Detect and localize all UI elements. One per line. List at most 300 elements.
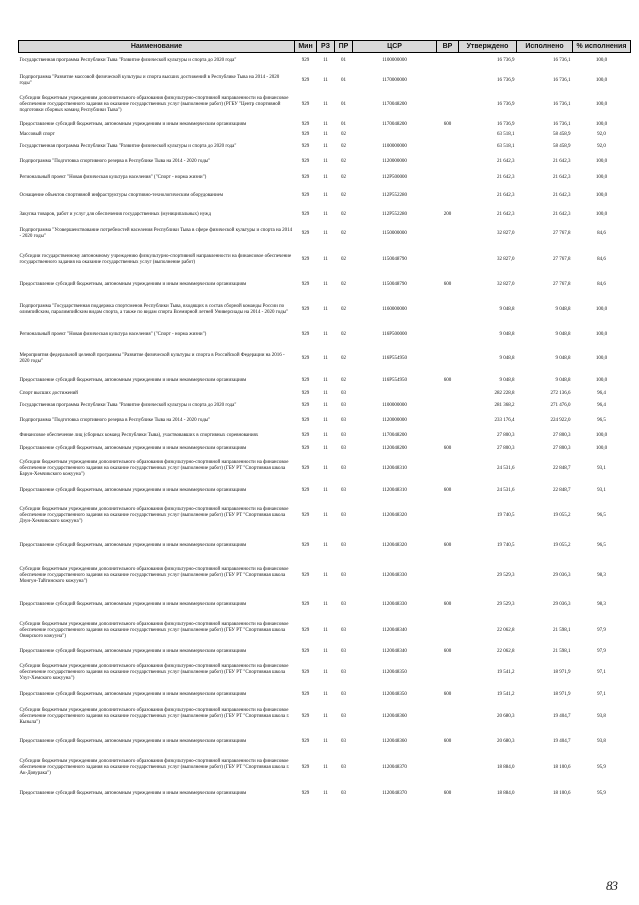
cell-percent: 93,1 xyxy=(597,487,606,493)
table-row xyxy=(19,687,631,703)
cell-min: 929 xyxy=(301,764,310,770)
cell-vr xyxy=(437,389,459,399)
cell-approved: 29 529,3 xyxy=(497,601,515,607)
cell-rz: 11 xyxy=(323,121,328,127)
cell-rz: 11 xyxy=(323,432,328,438)
cell-pr: 03 xyxy=(341,432,346,438)
cell-name: Предоставление субсидий бюджетным, автономным учреждениям и иным некоммерческим организациям xyxy=(19,121,247,127)
cell-name: Предоставление субсидий бюджетным, автономным учреждениям и иным некоммерческим организациям xyxy=(19,738,247,744)
cell-executed: 271 476,0 xyxy=(550,402,571,408)
cell-executed: 16 736,1 xyxy=(553,58,571,64)
cell-min: 929 xyxy=(301,669,310,675)
cell-csr: 116P554950 xyxy=(381,377,408,383)
cell-rz: 11 xyxy=(323,390,328,396)
cell-min: 929 xyxy=(301,192,310,198)
table-row xyxy=(19,223,631,245)
cell-rz: 11 xyxy=(323,738,328,744)
cell-approved: 63 518,1 xyxy=(497,143,515,149)
cell-name: Мероприятия федеральной целевой программы "Развитие физической культуры и спорта в Российской Федерации на 2016 - 2020 годы" xyxy=(19,352,285,364)
cell-vr xyxy=(437,53,459,70)
cell-executed: 21 598,1 xyxy=(553,648,571,654)
cell-percent: 100,0 xyxy=(595,174,608,180)
cell-name: Государственная программа Республики Тыва "Развитие физической культуры и спорта до 2020 года" xyxy=(19,143,237,149)
cell-percent: 96,4 xyxy=(597,390,606,396)
cell-min: 929 xyxy=(301,542,310,548)
table-row xyxy=(19,443,631,455)
cell-percent: 93,1 xyxy=(597,465,606,471)
cell-vr xyxy=(437,499,459,533)
cell-percent: 100,0 xyxy=(595,211,608,217)
cell-percent: 100,0 xyxy=(595,306,608,312)
cell-percent: 100,0 xyxy=(595,355,608,361)
cell-pr: 01 xyxy=(341,121,346,127)
cell-pr: 03 xyxy=(341,790,346,796)
cell-executed: 21 598,1 xyxy=(553,627,571,633)
table-row xyxy=(19,325,631,345)
table-row xyxy=(19,617,631,645)
cell-pr: 01 xyxy=(341,102,346,107)
cell-percent: 95,9 xyxy=(597,764,606,770)
cell-min: 929 xyxy=(301,572,310,578)
cell-min: 929 xyxy=(301,691,310,697)
cell-csr xyxy=(353,389,437,399)
header-vr: ВР xyxy=(437,41,459,53)
cell-rz: 11 xyxy=(323,691,328,697)
cell-vr: 600 xyxy=(443,377,452,383)
cell-name: Субсидии бюджетным учреждениям дополнительного образования физкультурно-спортивной направленности на финансовое обеспечение государственного задания на оказание государственных услуг (выполнение работ) (РГБУ "Центр спортивной подготовки сборных команд Республики Тыва") xyxy=(19,96,289,113)
cell-vr: 600 xyxy=(443,601,452,607)
cell-vr: 200 xyxy=(443,211,452,217)
cell-percent: 98,3 xyxy=(597,572,606,578)
cell-executed: 21 642,3 xyxy=(553,174,571,180)
cell-csr: 1150048790 xyxy=(382,281,407,287)
budget-execution-table xyxy=(18,40,631,805)
cell-pr: 02 xyxy=(341,230,346,236)
cell-min: 929 xyxy=(301,790,310,796)
cell-csr: 1170048200 xyxy=(382,121,407,127)
cell-csr: 112P552280 xyxy=(381,211,408,217)
cell-csr: 1120048360 xyxy=(382,738,407,744)
cell-percent: 96,5 xyxy=(597,417,606,423)
cell-csr: 1120000000 xyxy=(382,417,407,423)
cell-percent: 97,9 xyxy=(597,648,606,654)
cell-csr: 1120048370 xyxy=(382,790,407,796)
cell-pr: 03 xyxy=(341,487,346,493)
cell-approved: 21 642,3 xyxy=(497,211,515,217)
cell-approved: 20 680,3 xyxy=(497,738,515,744)
cell-min: 929 xyxy=(301,512,310,518)
cell-name: Предоставление субсидий бюджетным, автономным учреждениям и иным некоммерческим организациям xyxy=(19,542,247,548)
cell-vr xyxy=(437,703,459,731)
cell-vr: 600 xyxy=(443,790,452,796)
cell-name: Предоставление субсидий бюджетным, автономным учреждениям и иным некоммерческим организациям xyxy=(19,601,247,607)
cell-approved: 21 642,3 xyxy=(497,174,515,180)
cell-rz: 11 xyxy=(323,417,328,423)
cell-approved: 32 827,0 xyxy=(497,281,515,287)
cell-pr: 03 xyxy=(341,445,346,451)
cell-approved: 19 740,5 xyxy=(497,512,515,518)
cell-approved: 16 736,9 xyxy=(497,102,515,107)
table-row xyxy=(19,645,631,659)
cell-executed: 27 800,3 xyxy=(553,445,571,451)
cell-pr: 02 xyxy=(341,355,346,361)
cell-vr: 600 xyxy=(443,281,452,287)
cell-vr: 600 xyxy=(443,648,452,654)
cell-min: 929 xyxy=(301,738,310,744)
cell-executed: 58 458,9 xyxy=(553,143,571,149)
cell-vr: 600 xyxy=(443,691,452,697)
cell-pr: 02 xyxy=(341,174,346,180)
header-rz: РЗ xyxy=(317,41,335,53)
cell-min: 929 xyxy=(301,465,310,471)
cell-executed: 21 642,3 xyxy=(553,192,571,198)
cell-pr: 03 xyxy=(341,669,346,675)
cell-approved: 9 048,8 xyxy=(499,355,515,361)
cell-vr xyxy=(437,429,459,443)
cell-executed: 27 800,3 xyxy=(553,432,571,438)
cell-name: Подпрограмма "Государственная поддержка спортсменов Республики Тыва, входящих в состав сборной команды России по олимпийским, паралимпийским видам спорта, а также по видам спорта Всемирной летней Универсиады на 2014 - 2020 годы" xyxy=(19,303,289,315)
cell-name: Массовый спорт xyxy=(19,132,55,137)
cell-min: 929 xyxy=(301,402,310,408)
cell-percent: 100,0 xyxy=(595,77,608,83)
cell-executed: 16 736,1 xyxy=(553,121,571,127)
cell-percent: 96,4 xyxy=(597,402,606,408)
cell-approved: 27 800,3 xyxy=(497,432,515,438)
cell-csr: 1170000000 xyxy=(382,77,407,83)
cell-rz: 11 xyxy=(323,159,328,164)
cell-percent: 92,0 xyxy=(597,143,606,149)
cell-name: Региональный проект "Новая физическая культура населения" ("Спорт - норма жизни") xyxy=(19,174,207,180)
table-row xyxy=(19,373,631,389)
cell-csr: 1120048200 xyxy=(382,445,407,451)
table-row xyxy=(19,345,631,373)
cell-rz: 11 xyxy=(323,601,328,607)
cell-vr xyxy=(437,185,459,207)
table-row xyxy=(19,413,631,429)
cell-vr xyxy=(437,559,459,593)
cell-csr: 1120048330 xyxy=(382,601,407,607)
cell-name: Финансовое обеспечение лиц (сборных команд Республики Тыва), участвовавших в спортивных соревнованиях xyxy=(19,432,259,438)
header-percent: % исполнения xyxy=(573,41,631,53)
cell-rz: 11 xyxy=(323,211,328,217)
cell-csr xyxy=(353,131,437,140)
cell-vr xyxy=(437,455,459,483)
cell-min: 929 xyxy=(301,77,310,83)
table-row xyxy=(19,483,631,499)
cell-min: 929 xyxy=(301,159,310,164)
cell-approved: 21 642,3 xyxy=(497,159,515,164)
cell-percent: 100,0 xyxy=(595,159,608,164)
cell-percent: 100,0 xyxy=(595,192,608,198)
table-row xyxy=(19,533,631,559)
cell-rz: 11 xyxy=(323,790,328,796)
table-row xyxy=(19,659,631,687)
cell-min: 929 xyxy=(301,102,310,107)
cell-rz: 11 xyxy=(323,102,328,107)
cell-name: Государственная программа Республики Тыва "Развитие физической культуры и спорта до 2020 года" xyxy=(19,58,237,64)
table-row xyxy=(19,783,631,805)
cell-executed: 29 036,3 xyxy=(553,601,571,607)
cell-vr xyxy=(437,140,459,154)
cell-csr: 1120048310 xyxy=(382,465,407,471)
cell-pr: 03 xyxy=(341,512,346,518)
cell-approved: 18 884,0 xyxy=(497,790,515,796)
cell-executed: 19 404,7 xyxy=(553,713,571,719)
cell-pr: 03 xyxy=(341,601,346,607)
cell-executed: 58 458,9 xyxy=(553,132,571,137)
cell-rz: 11 xyxy=(323,377,328,383)
table-row xyxy=(19,275,631,295)
cell-executed: 29 036,3 xyxy=(553,572,571,578)
cell-rz: 11 xyxy=(323,77,328,83)
cell-name: Спорт высших достижений xyxy=(19,390,78,396)
table-row xyxy=(19,731,631,753)
cell-min: 929 xyxy=(301,445,310,451)
cell-rz: 11 xyxy=(323,445,328,451)
cell-approved: 9 048,8 xyxy=(499,331,515,337)
cell-vr xyxy=(437,753,459,783)
table-row xyxy=(19,92,631,119)
cell-executed: 21 642,3 xyxy=(553,211,571,217)
cell-pr: 02 xyxy=(341,211,346,217)
cell-min: 929 xyxy=(301,417,310,423)
cell-vr xyxy=(437,659,459,687)
cell-rz: 11 xyxy=(323,572,328,578)
cell-name: Предоставление субсидий бюджетным, автономным учреждениям и иным некоммерческим организациям xyxy=(19,487,247,493)
cell-csr: 1120048340 xyxy=(382,627,407,633)
table-row xyxy=(19,131,631,140)
cell-csr: 112P500000 xyxy=(381,174,408,180)
cell-percent: 100,0 xyxy=(595,432,608,438)
cell-rz: 11 xyxy=(323,355,328,361)
cell-csr: 112P552280 xyxy=(381,192,408,198)
cell-pr: 02 xyxy=(341,331,346,337)
cell-executed: 18 971,9 xyxy=(553,669,571,675)
cell-approved: 233 176,4 xyxy=(494,417,515,423)
cell-rz: 11 xyxy=(323,230,328,236)
cell-approved: 21 642,3 xyxy=(497,192,515,198)
cell-vr xyxy=(437,154,459,171)
cell-percent: 100,0 xyxy=(595,58,608,64)
cell-executed: 9 048,8 xyxy=(555,306,571,312)
cell-percent: 97,9 xyxy=(597,627,606,633)
cell-approved: 16 736,9 xyxy=(497,77,515,83)
cell-vr xyxy=(437,295,459,325)
cell-name: Региональный проект "Новая физическая культура населения" ("Спорт - норма жизни") xyxy=(19,331,207,337)
cell-min: 929 xyxy=(301,230,310,236)
cell-name: Подпрограмма "Подготовка спортивного резерва в Республике Тыва на 2014 - 2020 годы" xyxy=(19,159,211,164)
cell-vr xyxy=(437,70,459,92)
cell-rz: 11 xyxy=(323,306,328,312)
cell-csr: 116P500000 xyxy=(381,331,408,337)
cell-min: 929 xyxy=(301,121,310,127)
cell-pr: 02 xyxy=(341,377,346,383)
cell-name: Государственная программа Республики Тыва "Развитие физической культуры и спорта до 2020 года" xyxy=(19,402,237,408)
cell-pr: 02 xyxy=(341,159,346,164)
cell-executed: 18 100,6 xyxy=(553,790,571,796)
table-row xyxy=(19,593,631,617)
cell-vr xyxy=(437,171,459,185)
cell-csr: 1120048320 xyxy=(382,542,407,548)
document-page xyxy=(18,40,630,805)
cell-name: Подпрограмма "Усовершенствование потребностей населения Республики Тыва в сфере физической культуры и спорта на 2014 - 2020 годы" xyxy=(19,227,293,239)
cell-min: 929 xyxy=(301,377,310,383)
cell-name: Субсидии государственному автономному учреждению физкультурно-спортивной направленности на финансовое обеспечение государственного задания на оказание государственных услуг (выполнение работ) xyxy=(19,253,292,265)
cell-name: Предоставление субсидий бюджетным, автономным учреждениям и иным некоммерческим организациям xyxy=(19,691,247,697)
cell-percent: 84,6 xyxy=(597,230,606,236)
cell-percent: 96,5 xyxy=(597,542,606,548)
cell-rz: 11 xyxy=(323,132,328,137)
cell-percent: 100,0 xyxy=(595,102,608,107)
cell-csr: 1120048350 xyxy=(382,669,407,675)
cell-min: 929 xyxy=(301,432,310,438)
cell-name: Предоставление субсидий бюджетным, автономным учреждениям и иным некоммерческим организациям xyxy=(19,377,247,383)
cell-min: 929 xyxy=(301,601,310,607)
cell-percent: 100,0 xyxy=(595,377,608,383)
cell-rz: 11 xyxy=(323,192,328,198)
cell-pr: 03 xyxy=(341,402,346,408)
table-row xyxy=(19,295,631,325)
cell-pr: 02 xyxy=(341,281,346,287)
cell-name: Субсидии бюджетным учреждениям дополнительного образования физкультурно-спортивной направленности на финансовое обеспечение государственного задания на оказание государственных услуг (выполнение работ) (ГБУ РТ "Спортивная школа г. Кызыла") xyxy=(19,707,290,725)
header-csr: ЦСР xyxy=(353,41,437,53)
cell-min: 929 xyxy=(301,256,310,262)
cell-executed: 22 848,7 xyxy=(553,487,571,493)
table-row xyxy=(19,703,631,731)
cell-percent: 95,9 xyxy=(597,790,606,796)
cell-min: 929 xyxy=(301,331,310,337)
cell-min: 929 xyxy=(301,627,310,633)
cell-min: 929 xyxy=(301,211,310,217)
table-row xyxy=(19,171,631,185)
cell-executed: 272 136,6 xyxy=(550,390,571,396)
cell-vr: 600 xyxy=(443,738,452,744)
table-row xyxy=(19,70,631,92)
cell-rz: 11 xyxy=(323,402,328,408)
cell-min: 929 xyxy=(301,648,310,654)
cell-rz: 11 xyxy=(323,256,328,262)
cell-pr: 03 xyxy=(341,572,346,578)
table-row xyxy=(19,559,631,593)
header-executed: Исполнено xyxy=(517,41,573,53)
cell-csr: 1150048790 xyxy=(382,256,407,262)
cell-rz: 11 xyxy=(323,281,328,287)
cell-min: 929 xyxy=(301,390,310,396)
cell-approved: 19 541,2 xyxy=(497,691,515,697)
cell-min: 929 xyxy=(301,306,310,312)
cell-min: 929 xyxy=(301,143,310,149)
cell-percent: 100,0 xyxy=(595,331,608,337)
cell-executed: 16 736,1 xyxy=(553,77,571,83)
cell-executed: 18 100,6 xyxy=(553,764,571,770)
cell-pr: 02 xyxy=(341,143,346,149)
cell-vr xyxy=(437,413,459,429)
cell-approved: 32 827,0 xyxy=(497,230,515,236)
cell-approved: 282 228,8 xyxy=(494,390,515,396)
cell-csr: 1160000000 xyxy=(382,306,407,312)
cell-rz: 11 xyxy=(323,58,328,64)
cell-approved: 19 740,5 xyxy=(497,542,515,548)
table-row xyxy=(19,207,631,223)
cell-name: Предоставление субсидий бюджетным, автономным учреждениям и иным некоммерческим организациям xyxy=(19,648,247,654)
cell-csr: 1100000000 xyxy=(382,143,407,149)
table-row xyxy=(19,154,631,171)
cell-vr xyxy=(437,325,459,345)
cell-name: Субсидии бюджетным учреждениям дополнительного образования физкультурно-спортивной направленности на финансовое обеспечение государственного задания на оказание государственных услуг (выполнение работ) (ГБУ РТ "Спортивная школа Овюрского кожууна") xyxy=(19,621,289,639)
header-name: Наименование xyxy=(19,41,295,53)
cell-percent: 96,5 xyxy=(597,512,606,518)
cell-csr: 1120048320 xyxy=(382,512,407,518)
cell-vr xyxy=(437,399,459,413)
cell-rz: 11 xyxy=(323,465,328,471)
cell-csr: 1170048200 xyxy=(382,102,407,107)
cell-rz: 11 xyxy=(323,627,328,633)
cell-csr: 1150000000 xyxy=(382,230,407,236)
cell-approved: 22 062,8 xyxy=(497,648,515,654)
cell-approved: 27 800,3 xyxy=(497,445,515,451)
cell-name: Субсидии бюджетным учреждениям дополнительного образования физкультурно-спортивной направленности на финансовое обеспечение государственного задания на оказание государственных услуг (выполнение работ) (ГБУ РТ "Спортивная школа Барун-Хемчикского кожууна") xyxy=(19,459,289,477)
cell-min: 929 xyxy=(301,132,310,137)
cell-percent: 93,8 xyxy=(597,738,606,744)
cell-percent: 100,0 xyxy=(595,121,608,127)
cell-vr xyxy=(437,345,459,373)
table-row xyxy=(19,245,631,275)
cell-percent: 97,1 xyxy=(597,669,606,675)
cell-executed: 19 404,7 xyxy=(553,738,571,744)
cell-pr: 01 xyxy=(341,58,346,64)
table-row xyxy=(19,399,631,413)
cell-csr: 116P554950 xyxy=(381,355,408,361)
cell-pr: 03 xyxy=(341,390,346,396)
cell-approved: 20 680,3 xyxy=(497,713,515,719)
cell-approved: 18 884,0 xyxy=(497,764,515,770)
table-row xyxy=(19,389,631,399)
cell-name: Субсидии бюджетным учреждениям дополнительного образования физкультурно-спортивной направленности на финансовое обеспечение государственного задания на оказание государственных услуг (выполнение работ) (ГБУ РТ "Спортивная школа Улуг-Хемского кожууна") xyxy=(19,663,289,681)
cell-min: 929 xyxy=(301,281,310,287)
cell-pr: 01 xyxy=(341,77,346,83)
table-row xyxy=(19,53,631,70)
cell-percent: 92,0 xyxy=(597,132,606,137)
cell-csr: 1120048370 xyxy=(382,764,407,770)
cell-pr: 03 xyxy=(341,417,346,423)
cell-vr xyxy=(437,131,459,140)
cell-executed: 16 736,1 xyxy=(553,102,571,107)
cell-pr: 03 xyxy=(341,738,346,744)
cell-pr: 02 xyxy=(341,192,346,198)
cell-pr: 03 xyxy=(341,465,346,471)
cell-csr: 1120048330 xyxy=(382,572,407,578)
cell-approved: 19 541,2 xyxy=(497,669,515,675)
cell-pr: 03 xyxy=(341,691,346,697)
cell-percent: 97,1 xyxy=(597,691,606,697)
cell-name: Подпрограмма "Подготовка спортивного резерва в Республике Тыва на 2014 - 2020 годы" xyxy=(19,417,211,423)
table-row xyxy=(19,429,631,443)
cell-vr: 600 xyxy=(443,121,452,127)
cell-percent: 100,0 xyxy=(595,445,608,451)
header-approved: Утверждено xyxy=(459,41,517,53)
cell-csr: 1120048350 xyxy=(382,691,407,697)
cell-csr: 1120048340 xyxy=(382,648,407,654)
cell-rz: 11 xyxy=(323,669,328,675)
cell-rz: 11 xyxy=(323,174,328,180)
cell-csr: 1120048310 xyxy=(382,487,407,493)
page-number-mark: 83 xyxy=(606,878,617,893)
table-row xyxy=(19,140,631,154)
cell-executed: 9 048,8 xyxy=(555,377,571,383)
cell-percent: 93,8 xyxy=(597,713,606,719)
cell-pr: 02 xyxy=(341,256,346,262)
cell-name: Субсидии бюджетным учреждениям дополнительного образования физкультурно-спортивной направленности на финансовое обеспечение государственного задания на оказание государственных услуг (выполнение работ) (ГБУ РТ "Спортивная школа Монгун-Тайгинского кожууна") xyxy=(19,566,289,584)
